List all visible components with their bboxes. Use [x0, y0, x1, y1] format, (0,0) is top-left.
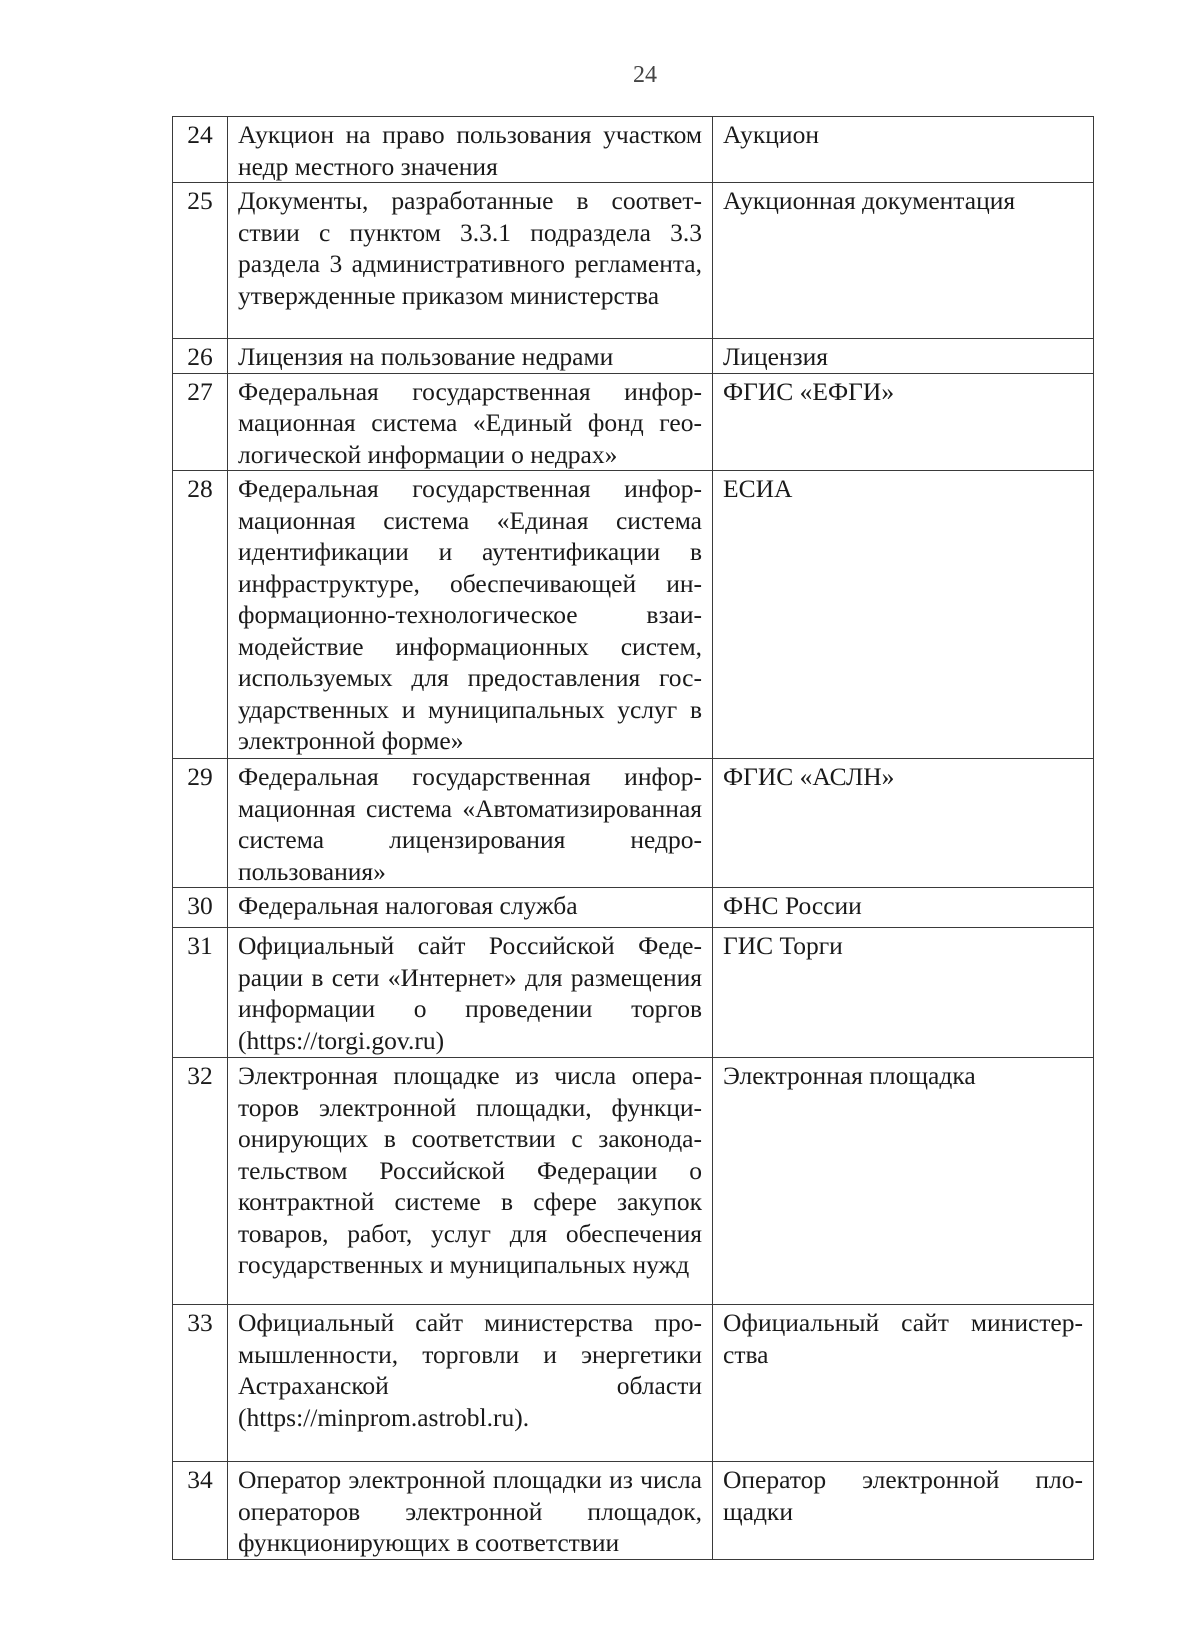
abbreviation-cell: Официальный сайт министерства	[713, 1305, 1094, 1462]
row-number: 27	[173, 373, 228, 471]
table-row	[173, 471, 1094, 759]
row-number: 30	[173, 888, 228, 928]
abbreviation-cell: ФНС России	[713, 888, 1094, 928]
row-number: 26	[173, 339, 228, 374]
full-name-cell: Федеральная налоговая служба	[228, 888, 713, 928]
table-row	[173, 339, 1094, 374]
full-name-cell: Федеральная государственная информационная система «Единая система идентификации и аутентификации в инфраструктуре, обеспечивающей информационно-технологическое взаимодействие информационных систем, используемых для предоставления государственных и муниципальных услуг в электронной форме»	[228, 471, 713, 759]
abbreviations-table	[172, 116, 1094, 1560]
page-number: 24	[633, 62, 657, 88]
table-row	[173, 759, 1094, 888]
abbreviation-cell: ЕСИА	[713, 471, 1094, 759]
abbreviation-cell: ГИС Торги	[713, 928, 1094, 1058]
abbreviation-cell: Лицензия	[713, 339, 1094, 374]
table-row	[173, 373, 1094, 471]
row-number: 34	[173, 1462, 228, 1560]
table-row	[173, 1305, 1094, 1462]
row-number: 24	[173, 117, 228, 183]
full-name-cell: Документы, разработанные в соответствии с пунктом 3.3.1 подраздела 3.3 раздела 3 административного регламента, утвержденные приказом министерства	[228, 183, 713, 339]
table-row	[173, 117, 1094, 183]
full-name-cell: Аукцион на право пользования участком недр местного значения	[228, 117, 713, 183]
abbreviation-cell: Аукционная документация	[713, 183, 1094, 339]
full-name-cell: Электронная площадке из числа операторов электронной площадки, функционирующих в соответствии с законодательством Российской Федерации о контрактной системе в сфере закупок товаров, работ, услуг для обеспечения государственных и муниципальных нужд	[228, 1058, 713, 1305]
table-row	[173, 183, 1094, 339]
row-number: 28	[173, 471, 228, 759]
row-number: 29	[173, 759, 228, 888]
full-name-cell: Федеральная государственная информационная система «Автоматизированная система лицензирования недропользования»	[228, 759, 713, 888]
table-row	[173, 928, 1094, 1058]
row-number: 31	[173, 928, 228, 1058]
table-row	[173, 888, 1094, 928]
full-name-cell: Официальный сайт Российской Федерации в сети «Интернет» для размещения информации о проведении торгов (https://torgi.gov.ru)	[228, 928, 713, 1058]
row-number: 32	[173, 1058, 228, 1305]
abbreviation-cell: Электронная площадка	[713, 1058, 1094, 1305]
full-name-cell: Лицензия на пользование недрами	[228, 339, 713, 374]
full-name-cell: Официальный сайт министерства промышленности, торговли и энергетики Астраханской области (https://minprom.astrobl.ru).	[228, 1305, 713, 1462]
abbreviation-cell: Аукцион	[713, 117, 1094, 183]
abbreviation-cell: ФГИС «АСЛН»	[713, 759, 1094, 888]
table-row	[173, 1058, 1094, 1305]
full-name-cell: Оператор электронной площадки из числа операторов электронной площадок, функционирующих в соответствии	[228, 1462, 713, 1560]
full-name-cell: Федеральная государственная информационная система «Единый фонд геологической информации о недрах»	[228, 373, 713, 471]
table-row	[173, 1462, 1094, 1560]
abbreviation-cell: ФГИС «ЕФГИ»	[713, 373, 1094, 471]
row-number: 33	[173, 1305, 228, 1462]
row-number: 25	[173, 183, 228, 339]
abbreviation-cell: Оператор электронной площадки	[713, 1462, 1094, 1560]
